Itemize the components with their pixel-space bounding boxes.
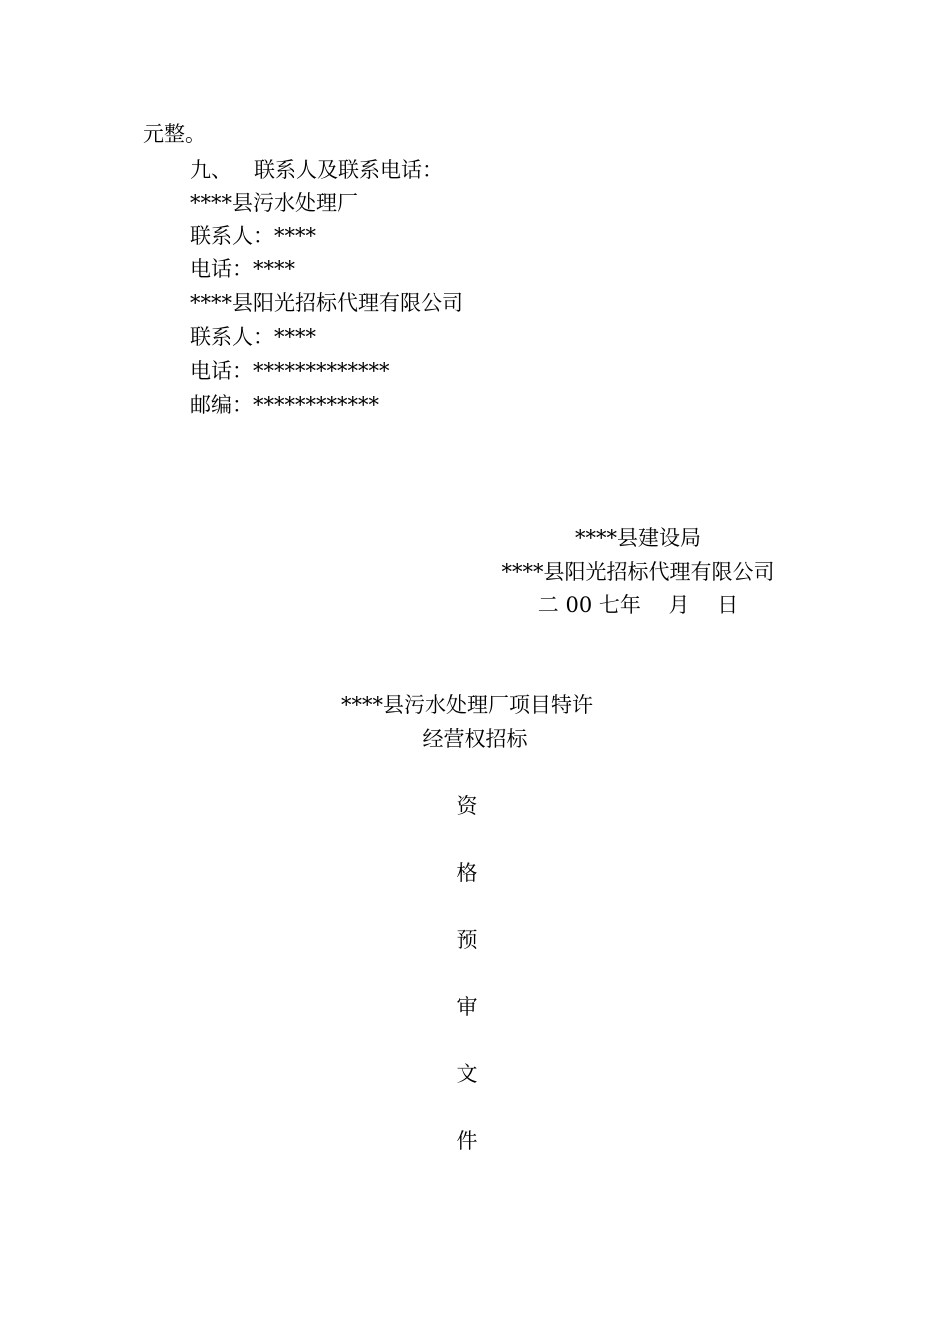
org2-postcode: 邮编：************ bbox=[190, 393, 379, 417]
section-number: 九、 bbox=[190, 158, 232, 182]
vertical-char-4: 审 bbox=[456, 995, 478, 1019]
continuation-text: 元整。 bbox=[143, 122, 206, 146]
section-title: 联系人及联系电话： bbox=[254, 158, 443, 182]
issue-date: 二 00 七年 月 日 bbox=[537, 593, 739, 617]
cover-title-line2: 经营权招标 bbox=[422, 727, 528, 751]
org2-name: ****县阳光招标代理有限公司 bbox=[190, 291, 463, 315]
vertical-char-3: 预 bbox=[456, 928, 478, 952]
org1-contact: 联系人：**** bbox=[190, 224, 316, 248]
cover-title-line1: ****县污水处理厂项目特许 bbox=[341, 693, 593, 717]
org1-phone: 电话：**** bbox=[190, 257, 295, 281]
org2-phone: 电话：************* bbox=[190, 359, 390, 383]
org2-contact: 联系人：**** bbox=[190, 325, 316, 349]
vertical-char-2: 格 bbox=[456, 861, 478, 885]
vertical-char-1: 资 bbox=[456, 794, 478, 818]
section-heading bbox=[190, 160, 443, 181]
vertical-char-6: 件 bbox=[456, 1129, 478, 1153]
org1-name: ****县污水处理厂 bbox=[190, 191, 358, 215]
issuer-2: ****县阳光招标代理有限公司 bbox=[501, 560, 775, 584]
issuer-1: ****县建设局 bbox=[575, 526, 701, 550]
vertical-char-5: 文 bbox=[456, 1062, 478, 1086]
